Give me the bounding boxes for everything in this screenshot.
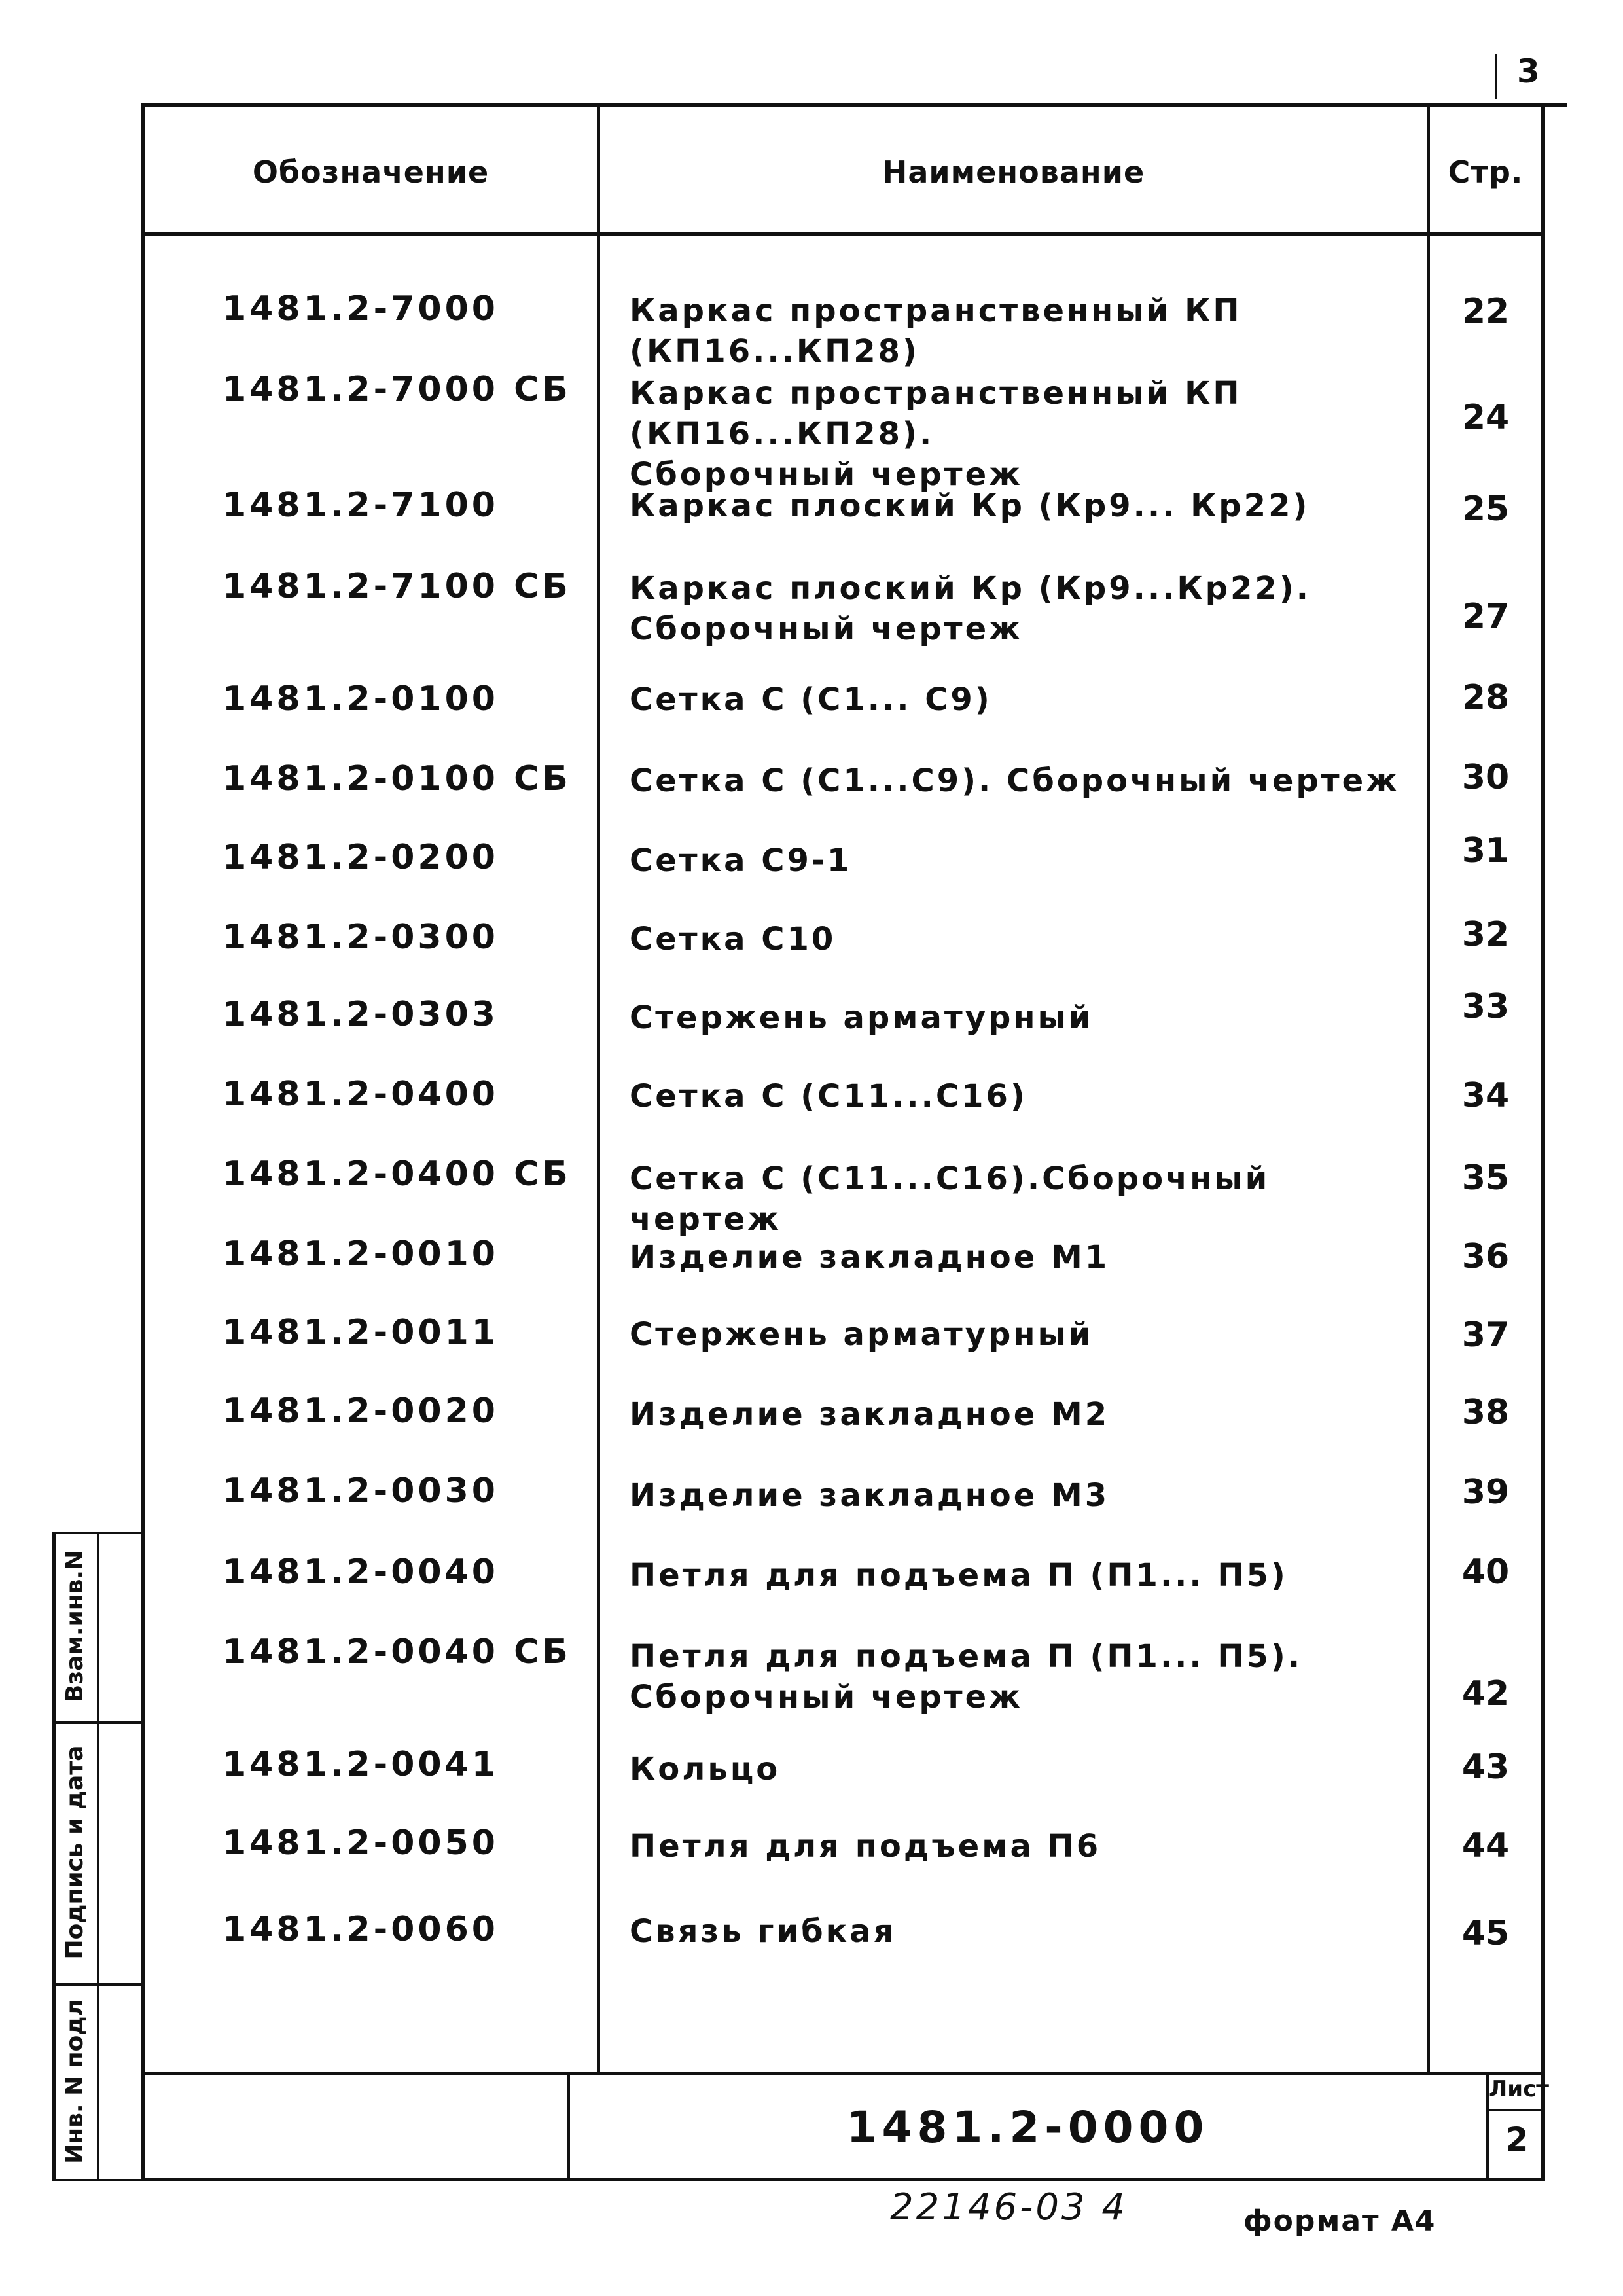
stamp-sheet-label: Лист <box>1489 2076 1549 2102</box>
row-page: 27 <box>1461 597 1510 636</box>
row-name: Каркас пространственный КП (КП16...КП28). Сборочный чертеж <box>630 375 1242 493</box>
row-code: 1481.2-0010 <box>223 1234 499 1274</box>
column-separator-1 <box>597 103 600 2075</box>
row-page: 30 <box>1461 758 1510 797</box>
row-page: 35 <box>1461 1158 1510 1198</box>
row-name: Сетка С (С11...С16) <box>630 1078 1027 1115</box>
row-page: 38 <box>1461 1393 1510 1432</box>
frame-top <box>141 103 1567 107</box>
side-strip-left <box>52 1532 56 2181</box>
row-page: 28 <box>1461 678 1510 717</box>
row-code: 1481.2-0060 <box>223 1910 499 1949</box>
row-code: 1481.2-0040 <box>223 1552 499 1592</box>
row-name: Каркас плоский Кр (Кр9...Кр22). Сборочный чертеж <box>630 570 1311 647</box>
row-code: 1481.2-0030 <box>223 1471 499 1511</box>
footer-format: формат А4 <box>1243 2204 1436 2238</box>
row-code: 1481.2-0100 СБ <box>223 759 571 798</box>
row-name: Сетка С (С11...С16).Сборочный чертеж <box>630 1160 1270 1238</box>
row-page: 39 <box>1461 1473 1510 1512</box>
row-page: 43 <box>1461 1748 1510 1787</box>
row-code: 1481.2-0050 <box>223 1823 499 1863</box>
row-code: 1481.2-0303 <box>223 995 499 1034</box>
side-label-replaced-inv: Взам.инв.N <box>62 1550 88 1703</box>
stamp-top-line <box>141 2072 1545 2075</box>
side-strip-bottom <box>52 2179 145 2181</box>
row-code: 1481.2-0300 <box>223 918 499 957</box>
stamp-sheet-divider-h <box>1486 2109 1545 2111</box>
row-code: 1481.2-0200 <box>223 838 499 877</box>
row-page: 37 <box>1461 1316 1510 1355</box>
row-page: 34 <box>1461 1076 1510 1115</box>
row-code: 1481.2-0400 СБ <box>223 1155 571 1194</box>
frame-left <box>141 103 145 2181</box>
row-page: 31 <box>1461 831 1510 870</box>
row-page: 33 <box>1461 987 1510 1026</box>
header-designation: Обозначение <box>252 154 490 190</box>
row-code: 1481.2-7000 СБ <box>223 370 571 409</box>
row-name: Изделие закладное М3 <box>630 1477 1110 1514</box>
row-name: Каркас пространственный КП (КП16...КП28) <box>630 293 1242 370</box>
footer-archive-number: 22146-03 4 <box>890 2186 1128 2229</box>
row-page: 32 <box>1461 915 1510 954</box>
stamp-document-code: 1481.2-0000 <box>846 2102 1209 2153</box>
row-name: Стержень арматурный <box>630 999 1094 1036</box>
row-code: 1481.2-0020 <box>223 1391 499 1431</box>
row-name: Петля для подъема П (П1... П5) <box>630 1557 1288 1594</box>
row-page: 24 <box>1461 398 1510 437</box>
frame-bottom <box>141 2178 1545 2181</box>
row-name: Сетка С (С1...С9). Сборочный чертеж <box>630 762 1400 799</box>
row-name: Сетка С9-1 <box>630 842 852 879</box>
row-code: 1481.2-7100 <box>223 486 499 525</box>
row-name: Сетка С (С1... С9) <box>630 681 992 718</box>
row-name: Петля для подъема П (П1... П5). Сборочный чертеж <box>630 1638 1303 1715</box>
header-name: Наименование <box>882 154 1145 190</box>
row-page: 22 <box>1461 292 1510 331</box>
row-code: 1481.2-7000 <box>223 289 499 329</box>
row-name: Петля для подъема П6 <box>630 1828 1101 1865</box>
row-code: 1481.2-0041 <box>223 1745 499 1784</box>
row-name: Сетка С10 <box>630 921 836 958</box>
row-code: 1481.2-0400 <box>223 1075 499 1114</box>
side-strip-div-2 <box>52 1983 145 1986</box>
side-label-signature-date: Подпись и дата <box>62 1745 88 1960</box>
corner-divider <box>1495 54 1497 99</box>
row-name: Кольцо <box>630 1751 781 1787</box>
row-page: 40 <box>1461 1552 1510 1592</box>
row-name: Изделие закладное М2 <box>630 1396 1110 1433</box>
row-page: 45 <box>1461 1914 1510 1953</box>
row-code: 1481.2-0011 <box>223 1313 499 1352</box>
side-label-inv-original: Инв. N подл <box>62 1999 88 2164</box>
stamp-sheet-number: 2 <box>1505 2121 1529 2159</box>
corner-sheet-number: 3 <box>1517 52 1540 90</box>
row-name: Связь гибкая <box>630 1913 897 1950</box>
row-code: 1481.2-0100 <box>223 679 499 719</box>
header-divider <box>141 232 1545 236</box>
row-name: Изделие закладное М1 <box>630 1239 1110 1276</box>
row-code: 1481.2-7100 СБ <box>223 567 571 606</box>
row-page: 44 <box>1461 1826 1510 1865</box>
row-page: 25 <box>1461 490 1510 529</box>
row-code: 1481.2-0040 СБ <box>223 1632 571 1672</box>
row-page: 36 <box>1461 1237 1510 1276</box>
side-strip-inner <box>97 1532 99 2181</box>
row-name: Стержень арматурный <box>630 1316 1094 1353</box>
row-name: Каркас плоский Кр (Кр9... Кр22) <box>630 488 1310 524</box>
header-page: Стр. <box>1448 154 1524 190</box>
row-page: 42 <box>1461 1674 1510 1713</box>
